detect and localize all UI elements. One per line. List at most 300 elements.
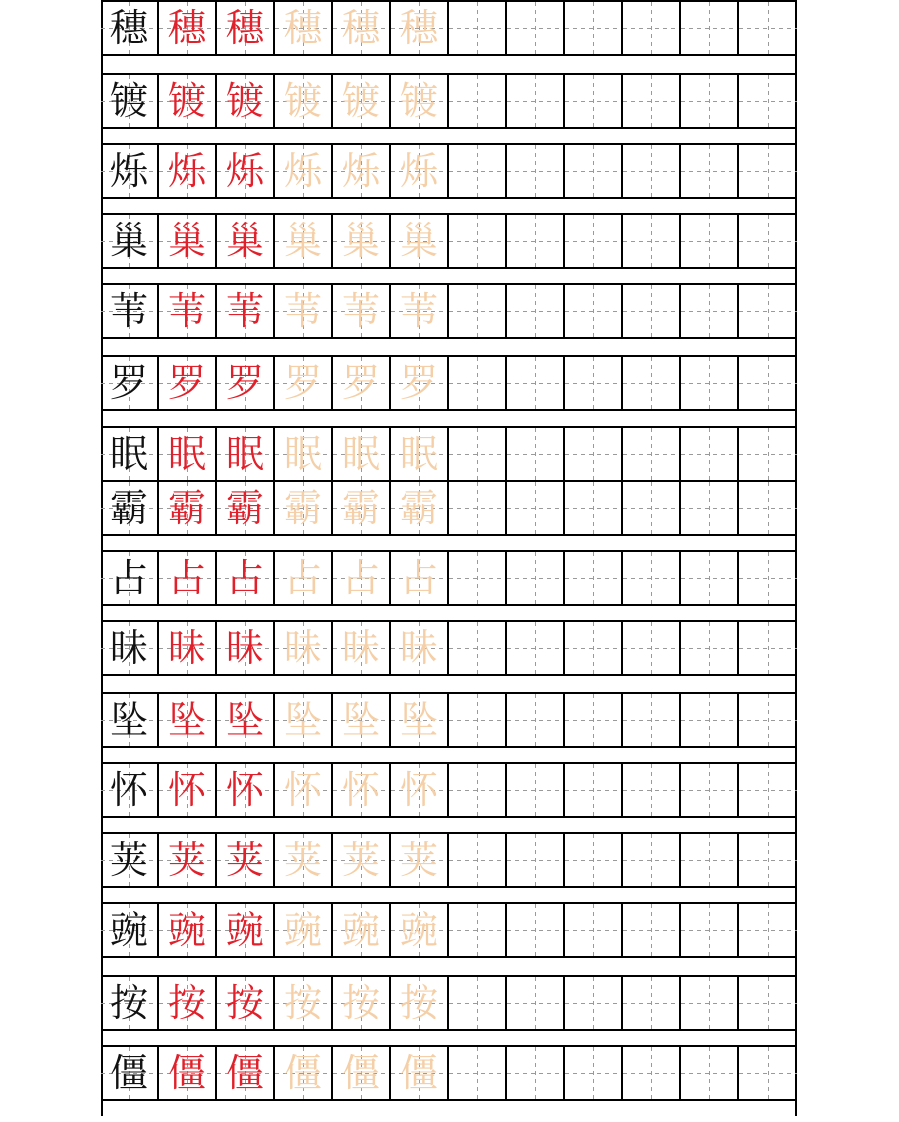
trace-cell[interactable]	[391, 285, 449, 337]
blank-practice-cell[interactable]	[507, 75, 565, 127]
blank-practice-cell[interactable]	[565, 834, 623, 886]
model-cell	[101, 145, 159, 197]
example-character: 坠	[167, 698, 206, 742]
trace-cell[interactable]	[275, 357, 333, 409]
trace-cell[interactable]	[333, 285, 391, 337]
blank-practice-cell[interactable]	[739, 622, 797, 674]
practice-row	[101, 550, 797, 606]
example-character: 豌	[167, 908, 206, 952]
trace-character: 穗	[341, 6, 380, 50]
trace-cell[interactable]	[333, 357, 391, 409]
blank-practice-cell[interactable]	[507, 215, 565, 267]
model-character: 镀	[109, 79, 148, 123]
example-cell	[159, 2, 217, 54]
blank-practice-cell[interactable]	[565, 285, 623, 337]
trace-cell[interactable]	[391, 482, 449, 534]
trace-character: 按	[341, 981, 380, 1025]
trace-character: 豌	[341, 908, 380, 952]
example-cell	[217, 834, 275, 886]
model-character: 巢	[109, 219, 148, 263]
blank-practice-cell[interactable]	[739, 904, 797, 956]
blank-practice-cell[interactable]	[449, 357, 507, 409]
blank-practice-cell[interactable]	[449, 904, 507, 956]
blank-practice-cell[interactable]	[623, 977, 681, 1029]
example-cell	[217, 482, 275, 534]
model-cell	[101, 75, 159, 127]
example-character: 镀	[225, 79, 264, 123]
example-character: 怀	[167, 768, 206, 812]
trace-cell[interactable]	[333, 764, 391, 816]
trace-character: 罗	[399, 361, 438, 405]
blank-practice-cell[interactable]	[449, 145, 507, 197]
blank-practice-cell[interactable]	[681, 2, 739, 54]
blank-practice-cell[interactable]	[623, 428, 681, 480]
trace-cell[interactable]	[275, 764, 333, 816]
trace-character: 占	[283, 556, 322, 600]
practice-row	[101, 213, 797, 269]
blank-practice-cell[interactable]	[565, 482, 623, 534]
model-cell	[101, 482, 159, 534]
blank-practice-cell[interactable]	[565, 75, 623, 127]
blank-practice-cell[interactable]	[565, 145, 623, 197]
example-cell	[159, 428, 217, 480]
trace-character: 坠	[283, 698, 322, 742]
example-cell	[217, 1047, 275, 1099]
example-cell	[159, 145, 217, 197]
example-cell	[159, 834, 217, 886]
example-character: 穗	[167, 6, 206, 50]
trace-character: 怀	[283, 768, 322, 812]
practice-row	[101, 143, 797, 199]
trace-cell[interactable]	[333, 75, 391, 127]
practice-row	[101, 480, 797, 536]
blank-practice-cell[interactable]	[739, 145, 797, 197]
blank-practice-cell[interactable]	[449, 1047, 507, 1099]
blank-practice-cell[interactable]	[681, 285, 739, 337]
example-character: 巢	[225, 219, 264, 263]
blank-practice-cell[interactable]	[681, 357, 739, 409]
trace-cell[interactable]	[275, 1047, 333, 1099]
example-cell	[217, 694, 275, 746]
blank-practice-cell[interactable]	[739, 764, 797, 816]
blank-practice-cell[interactable]	[623, 834, 681, 886]
example-character: 罗	[167, 361, 206, 405]
trace-character: 眠	[399, 432, 438, 476]
example-character: 僵	[225, 1051, 264, 1095]
blank-practice-cell[interactable]	[681, 75, 739, 127]
trace-character: 荚	[399, 838, 438, 882]
trace-character: 怀	[399, 768, 438, 812]
model-character: 苇	[109, 289, 148, 333]
model-character: 按	[109, 981, 148, 1025]
blank-practice-cell[interactable]	[565, 428, 623, 480]
example-cell	[159, 904, 217, 956]
example-cell	[159, 977, 217, 1029]
example-character: 豌	[225, 908, 264, 952]
trace-cell[interactable]	[391, 215, 449, 267]
model-character: 占	[109, 556, 148, 600]
blank-practice-cell[interactable]	[681, 977, 739, 1029]
example-character: 霸	[225, 486, 264, 530]
practice-row	[101, 902, 797, 958]
model-cell	[101, 622, 159, 674]
example-cell	[217, 357, 275, 409]
blank-practice-cell[interactable]	[739, 694, 797, 746]
trace-character: 苇	[341, 289, 380, 333]
example-character: 烁	[225, 149, 264, 193]
model-character: 烁	[109, 149, 148, 193]
blank-practice-cell[interactable]	[681, 764, 739, 816]
blank-practice-cell[interactable]	[739, 285, 797, 337]
blank-practice-cell[interactable]	[623, 145, 681, 197]
blank-practice-cell[interactable]	[739, 428, 797, 480]
trace-cell[interactable]	[275, 285, 333, 337]
model-cell	[101, 834, 159, 886]
trace-character: 昧	[399, 626, 438, 670]
trace-character: 怀	[341, 768, 380, 812]
trace-cell[interactable]	[333, 428, 391, 480]
blank-practice-cell[interactable]	[739, 482, 797, 534]
trace-character: 眠	[283, 432, 322, 476]
blank-practice-cell[interactable]	[565, 622, 623, 674]
example-cell	[217, 285, 275, 337]
blank-practice-cell[interactable]	[449, 552, 507, 604]
blank-practice-cell[interactable]	[623, 904, 681, 956]
practice-row	[101, 620, 797, 676]
example-character: 荚	[225, 838, 264, 882]
practice-row	[101, 73, 797, 129]
model-character: 豌	[109, 908, 148, 952]
trace-character: 霸	[399, 486, 438, 530]
blank-practice-cell[interactable]	[623, 622, 681, 674]
trace-cell[interactable]	[275, 428, 333, 480]
trace-cell[interactable]	[333, 2, 391, 54]
blank-practice-cell[interactable]	[739, 552, 797, 604]
example-character: 僵	[167, 1051, 206, 1095]
trace-cell[interactable]	[391, 428, 449, 480]
blank-practice-cell[interactable]	[507, 622, 565, 674]
trace-cell[interactable]	[275, 75, 333, 127]
example-cell	[217, 622, 275, 674]
practice-row	[101, 692, 797, 748]
blank-practice-cell[interactable]	[565, 2, 623, 54]
model-character: 僵	[109, 1051, 148, 1095]
example-character: 占	[225, 556, 264, 600]
blank-practice-cell[interactable]	[565, 694, 623, 746]
blank-practice-cell[interactable]	[623, 482, 681, 534]
example-character: 按	[225, 981, 264, 1025]
trace-character: 昧	[341, 626, 380, 670]
trace-character: 坠	[399, 698, 438, 742]
trace-character: 镀	[399, 79, 438, 123]
example-cell	[159, 552, 217, 604]
trace-character: 僵	[399, 1051, 438, 1095]
example-cell	[159, 482, 217, 534]
blank-practice-cell[interactable]	[739, 75, 797, 127]
trace-character: 坠	[341, 698, 380, 742]
example-character: 穗	[225, 6, 264, 50]
example-character: 苇	[225, 289, 264, 333]
trace-cell[interactable]	[275, 2, 333, 54]
trace-cell[interactable]	[333, 215, 391, 267]
example-character: 眠	[225, 432, 264, 476]
blank-practice-cell[interactable]	[507, 977, 565, 1029]
example-character: 占	[167, 556, 206, 600]
model-character: 穗	[109, 6, 148, 50]
blank-practice-cell[interactable]	[565, 764, 623, 816]
trace-cell[interactable]	[275, 145, 333, 197]
trace-character: 镀	[341, 79, 380, 123]
trace-character: 苇	[283, 289, 322, 333]
trace-character: 豌	[399, 908, 438, 952]
trace-cell[interactable]	[391, 75, 449, 127]
blank-practice-cell[interactable]	[507, 285, 565, 337]
trace-character: 穗	[283, 6, 322, 50]
blank-practice-cell[interactable]	[565, 215, 623, 267]
blank-practice-cell[interactable]	[681, 482, 739, 534]
example-cell	[217, 215, 275, 267]
blank-practice-cell[interactable]	[449, 694, 507, 746]
blank-practice-cell[interactable]	[681, 904, 739, 956]
blank-practice-cell[interactable]	[681, 622, 739, 674]
blank-practice-cell[interactable]	[623, 75, 681, 127]
blank-practice-cell[interactable]	[507, 428, 565, 480]
trace-cell[interactable]	[391, 2, 449, 54]
blank-practice-cell[interactable]	[565, 904, 623, 956]
model-cell	[101, 428, 159, 480]
trace-character: 巢	[399, 219, 438, 263]
practice-row	[101, 426, 797, 482]
example-character: 罗	[225, 361, 264, 405]
blank-practice-cell[interactable]	[449, 622, 507, 674]
trace-character: 豌	[283, 908, 322, 952]
trace-character: 占	[341, 556, 380, 600]
blank-practice-cell[interactable]	[565, 977, 623, 1029]
example-cell	[217, 977, 275, 1029]
trace-cell[interactable]	[275, 694, 333, 746]
blank-practice-cell[interactable]	[449, 215, 507, 267]
example-cell	[217, 75, 275, 127]
trace-character: 眠	[341, 432, 380, 476]
model-character: 坠	[109, 698, 148, 742]
example-cell	[217, 428, 275, 480]
blank-practice-cell[interactable]	[681, 552, 739, 604]
trace-cell[interactable]	[391, 552, 449, 604]
trace-character: 霸	[341, 486, 380, 530]
trace-cell[interactable]	[275, 977, 333, 1029]
trace-character: 占	[399, 556, 438, 600]
trace-character: 烁	[283, 149, 322, 193]
model-cell	[101, 215, 159, 267]
trace-cell[interactable]	[275, 834, 333, 886]
trace-cell[interactable]	[275, 904, 333, 956]
example-cell	[217, 552, 275, 604]
practice-row	[101, 0, 797, 56]
model-character: 罗	[109, 361, 148, 405]
blank-practice-cell[interactable]	[623, 694, 681, 746]
example-character: 昧	[225, 626, 264, 670]
blank-practice-cell[interactable]	[449, 834, 507, 886]
trace-character: 按	[283, 981, 322, 1025]
model-cell	[101, 552, 159, 604]
model-character: 荚	[109, 838, 148, 882]
model-cell	[101, 285, 159, 337]
practice-row	[101, 355, 797, 411]
model-cell	[101, 1047, 159, 1099]
model-character: 昧	[109, 626, 148, 670]
blank-practice-cell[interactable]	[565, 1047, 623, 1099]
model-cell	[101, 977, 159, 1029]
blank-practice-cell[interactable]	[623, 1047, 681, 1099]
blank-practice-cell[interactable]	[623, 357, 681, 409]
blank-practice-cell[interactable]	[681, 145, 739, 197]
trace-cell[interactable]	[333, 145, 391, 197]
trace-character: 僵	[341, 1051, 380, 1095]
trace-character: 巢	[283, 219, 322, 263]
blank-practice-cell[interactable]	[739, 977, 797, 1029]
blank-practice-cell[interactable]	[681, 834, 739, 886]
example-cell	[159, 215, 217, 267]
trace-character: 按	[399, 981, 438, 1025]
example-cell	[159, 1047, 217, 1099]
example-cell	[217, 2, 275, 54]
example-character: 苇	[167, 289, 206, 333]
trace-character: 烁	[341, 149, 380, 193]
trace-cell[interactable]	[391, 977, 449, 1029]
trace-cell[interactable]	[391, 357, 449, 409]
blank-practice-cell[interactable]	[739, 357, 797, 409]
example-cell	[217, 145, 275, 197]
example-cell	[159, 357, 217, 409]
trace-cell[interactable]	[275, 552, 333, 604]
blank-practice-cell[interactable]	[449, 285, 507, 337]
blank-practice-cell[interactable]	[565, 357, 623, 409]
blank-practice-cell[interactable]	[681, 215, 739, 267]
example-character: 镀	[167, 79, 206, 123]
trace-cell[interactable]	[333, 694, 391, 746]
blank-practice-cell[interactable]	[623, 285, 681, 337]
blank-practice-cell[interactable]	[449, 482, 507, 534]
trace-cell[interactable]	[333, 977, 391, 1029]
blank-practice-cell[interactable]	[565, 552, 623, 604]
trace-character: 罗	[341, 361, 380, 405]
trace-cell[interactable]	[391, 1047, 449, 1099]
practice-row	[101, 832, 797, 888]
blank-practice-cell[interactable]	[449, 2, 507, 54]
blank-practice-cell[interactable]	[449, 75, 507, 127]
blank-practice-cell[interactable]	[507, 1047, 565, 1099]
trace-cell[interactable]	[333, 552, 391, 604]
example-character: 眠	[167, 432, 206, 476]
trace-cell[interactable]	[391, 145, 449, 197]
example-cell	[159, 285, 217, 337]
trace-cell[interactable]	[333, 834, 391, 886]
blank-practice-cell[interactable]	[739, 215, 797, 267]
trace-cell[interactable]	[275, 622, 333, 674]
blank-practice-cell[interactable]	[449, 428, 507, 480]
trace-cell[interactable]	[391, 834, 449, 886]
blank-practice-cell[interactable]	[507, 357, 565, 409]
example-cell	[217, 904, 275, 956]
trace-character: 荚	[341, 838, 380, 882]
trace-character: 穗	[399, 6, 438, 50]
model-cell	[101, 764, 159, 816]
example-character: 巢	[167, 219, 206, 263]
trace-cell[interactable]	[391, 764, 449, 816]
example-character: 霸	[167, 486, 206, 530]
practice-row	[101, 762, 797, 818]
blank-practice-cell[interactable]	[507, 904, 565, 956]
blank-practice-cell[interactable]	[623, 215, 681, 267]
blank-practice-cell[interactable]	[507, 552, 565, 604]
model-cell	[101, 2, 159, 54]
practice-row	[101, 1045, 797, 1101]
trace-character: 镀	[283, 79, 322, 123]
trace-character: 罗	[283, 361, 322, 405]
blank-practice-cell[interactable]	[623, 2, 681, 54]
trace-cell[interactable]	[391, 622, 449, 674]
blank-practice-cell[interactable]	[507, 834, 565, 886]
blank-practice-cell[interactable]	[739, 834, 797, 886]
blank-practice-cell[interactable]	[623, 764, 681, 816]
trace-character: 昧	[283, 626, 322, 670]
blank-practice-cell[interactable]	[681, 428, 739, 480]
blank-practice-cell[interactable]	[507, 482, 565, 534]
blank-practice-cell[interactable]	[507, 145, 565, 197]
blank-practice-cell[interactable]	[623, 552, 681, 604]
model-cell	[101, 694, 159, 746]
model-character: 怀	[109, 768, 148, 812]
example-cell	[159, 75, 217, 127]
trace-character: 僵	[283, 1051, 322, 1095]
blank-practice-cell[interactable]	[507, 2, 565, 54]
trace-cell[interactable]	[333, 904, 391, 956]
trace-character: 荚	[283, 838, 322, 882]
blank-practice-cell[interactable]	[739, 2, 797, 54]
example-character: 坠	[225, 698, 264, 742]
blank-practice-cell[interactable]	[449, 977, 507, 1029]
trace-cell[interactable]	[275, 482, 333, 534]
trace-cell[interactable]	[391, 694, 449, 746]
trace-character: 烁	[399, 149, 438, 193]
model-character: 眠	[109, 432, 148, 476]
blank-practice-cell[interactable]	[507, 694, 565, 746]
trace-cell[interactable]	[391, 904, 449, 956]
example-cell	[159, 694, 217, 746]
example-character: 怀	[225, 768, 264, 812]
trace-character: 霸	[283, 486, 322, 530]
blank-practice-cell[interactable]	[507, 764, 565, 816]
trace-cell[interactable]	[333, 622, 391, 674]
example-cell	[217, 764, 275, 816]
example-character: 按	[167, 981, 206, 1025]
example-character: 荚	[167, 838, 206, 882]
model-cell	[101, 904, 159, 956]
trace-character: 苇	[399, 289, 438, 333]
practice-row	[101, 283, 797, 339]
trace-cell[interactable]	[333, 482, 391, 534]
model-character: 霸	[109, 486, 148, 530]
example-character: 烁	[167, 149, 206, 193]
trace-cell[interactable]	[275, 215, 333, 267]
blank-practice-cell[interactable]	[739, 1047, 797, 1099]
blank-practice-cell[interactable]	[681, 1047, 739, 1099]
blank-practice-cell[interactable]	[449, 764, 507, 816]
example-cell	[159, 622, 217, 674]
example-character: 昧	[167, 626, 206, 670]
blank-practice-cell[interactable]	[681, 694, 739, 746]
trace-cell[interactable]	[333, 1047, 391, 1099]
